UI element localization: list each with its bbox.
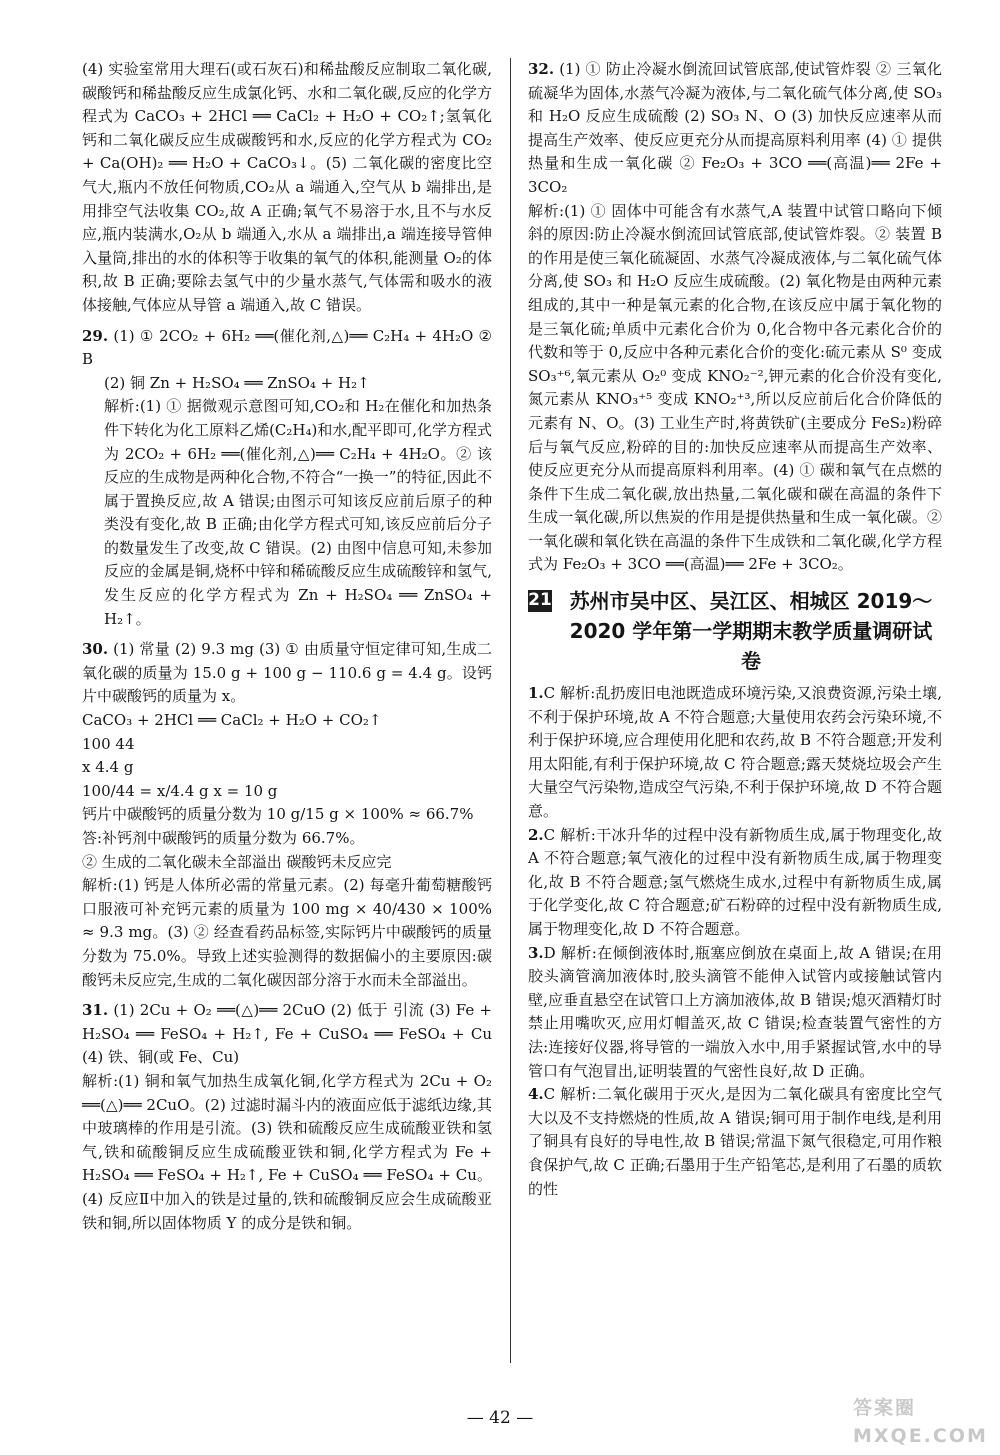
answer-32: 32. (1) ① 防止冷凝水倒流回试管底部,使试管炸裂 ② 三氧化硫凝华为固体,水蒸气冷凝为液体,与二氧化硫气体分离,使 SO₃ 和 H₂O 反应生成硫酸 (2) SO₃ N、O (3) 加快反应速率从而提高生产效率、使反应更充分从而提高原料利用率 (4) ① 提供热量和生成一氧化碳 ② Fe₂O₃ + 3CO ══(高温)══ 2Fe + 3CO₂ (528, 60, 942, 196)
mass-fraction: 钙片中碳酸钙的质量分数为 10 g/15 g × 100% ≈ 66.7% (82, 805, 474, 824)
answer-29-part2: (2) 铜 Zn + H₂SO₄ ══ ZnSO₄ + H₂↑ (104, 373, 370, 392)
answer-32-explanation: 解析:(1) ① 固体中可能含有水蒸气,A 装置中试管口略向下倾斜的原因:防止冷凝水倒流回试管底部,使试管炸裂。② 装置 B 的作用是使三氧化硫凝固、水蒸气冷凝成液体,与二氧化硫气体分离,使 SO₃ 和 H₂O 反应生成硫酸。(2) 氧化物是由两种元素组成的,其中一种是氧元素的化合物,在该反应中属于氧化物的是三氧化硫;单质中元素化合价为 0,化合物中各元素化合价的代数和等于 0,反应中各种元素化合价的变化:硫元素从 S⁰ 变成 SO₃⁺⁶,氧元素从 O₂⁰ 变成 KNO₂⁻²,钾元素的化合价没有变化,氮元素从 KNO₃⁺⁵ 变成 KNO₂⁺³,所以反应前后化合价降低的元素有 N、O。(3) 工业生产时,将黄铁矿(主要成分 FeS₂)粉碎后与氧气反应,粉碎的目的:加快反应速率从而提高生产效率、使反应更充分从而提高原料利用率。(4) ① 碳和氧气在点燃的条件下生成二氧化碳,放出热量,二氧化碳和碳在高温的条件下生成一氧化碳,所以焦炭的作用是提供热量和生成一氧化碳。② 一氧化碳和氧化铁在高温的条件下生成铁和二氧化碳,化学方程式为 Fe₂O₃ + 3CO ══(高温)══ 2Fe + 3CO₂。 (528, 201, 942, 574)
answer-4: 4.C 解析:二氧化碳用于灭火,是因为二氧化碳具有密度比空气大以及不支持燃烧的性质,故 A 错误;铜可用于制作电线,是利用了铜具有良好的导电性,故 B 错误;常温下氮气很稳定,可用作粮食保护气,故 C 正确;石墨用于生产铅笔芯,是利用了石墨的质软的性 (528, 1085, 942, 1198)
answer-28-continued: (4) 实验室常用大理石(或石灰石)和稀盐酸反应制取二氧化碳,碳酸钙和稀盐酸反应生成氯化钙、水和二氧化碳,反应的化学方程式为 CaCO₃ + 2HCl ══ CaCl₂ + H₂O + CO₂↑;氢氧化钙和二氧化碳反应生成碳酸钙和水,反应的化学方程式为 CO₂ + Ca(OH)₂ ══ H₂O + CaCO₃↓。(5) 二氧化碳的密度比空气大,瓶内不放任何物质,CO₂从 a 端通入,空气从 b 端排出,是用排空气法收集 CO₂,故 A 正确;氧气不易溶于水,且不与水反应,瓶内装满水,O₂从 b 端通入,水从 a 端排出,a 端连接导管伸入量筒,排出的水的体积等于收集的氧气的体积,能测量 O₂的体积,故 B 正确;要除去氢气中的少量水蒸气,气体需和吸水的液体接触,气体应从导管 a 端通入,故 C 错误。 (82, 60, 492, 314)
answer-30: 30. (1) 常量 (2) 9.3 mg (3) ① 由质量守恒定律可知,生成二氧化碳的质量为 15.0 g + 100 g − 110.6 g = 4.4 g。设钙片中碳酸钙的质量为 x。 (82, 640, 492, 706)
section-number-badge: 21 (528, 590, 552, 611)
watermark-url: MXQE.COM (853, 1425, 988, 1447)
right-column (528, 58, 942, 1201)
page-number: — 42 — (466, 1408, 534, 1428)
answer-3: 3.D 解析:在倾倒液体时,瓶塞应倒放在桌面上,故 A 错误;在用胶头滴管滴加液体时,胶头滴管不能伸入试管内或接触试管内壁,应垂直悬空在试管口上方滴加液体,故 B 错误;熄灭酒精灯时禁止用嘴吹灭,应用灯帽盖灭,故 C 错误;检查装置气密性的方法:连接好仪器,将导管的一端放入水中,用手紧握试管,水中的导管口有气泡冒出,证明装置的气密性良好,故 D 正确。 (528, 943, 942, 1080)
left-column (82, 58, 492, 1235)
ratio-line-2: x 4.4 g (82, 758, 134, 777)
answer-31: 31. (1) 2Cu + O₂ ══(△)══ 2CuO (2) 低于 引流 (3) Fe + H₂SO₄ ══ FeSO₄ + H₂↑, Fe + CuSO₄ ══ FeSO₄ + Cu (4) 铁、铜(或 Fe、Cu) (82, 1001, 492, 1067)
answer-29: 29. (1) ① 2CO₂ + 6H₂ ══(催化剂,△)══ C₂H₄ + 4H₂O ② B (82, 326, 492, 369)
reasons: ② 生成的二氧化碳未全部溢出 碳酸钙未反应完 (82, 852, 392, 871)
answer-31-explanation: 解析:(1) 铜和氧气加热生成氧化铜,化学方程式为 2Cu + O₂ ══(△)══ 2CuO。(2) 过滤时漏斗内的液面应低于滤纸边缘,其中玻璃棒的作用是引流。(3) 铁和硫酸反应生成硫酸亚铁和氢气,铁和硫酸铜反应生成硫酸亚铁和铜,化学方程式为 Fe + H₂SO₄ ══ FeSO₄ + H₂↑, Fe + CuSO₄ ══ FeSO₄ + Cu。(4) 反应Ⅱ中加入的铁是过量的,铁和硫酸铜反应会生成硫酸亚铁和铜,所以固体物质 Y 的成分是铁和铜。 (82, 1071, 492, 1232)
watermark-text: 答案圈 (853, 1397, 917, 1419)
answer-1: 1.C 解析:乱扔废旧电池既造成环境污染,又浪费资源,污染土壤,不利于保护环境,故 A 不符合题意;大量使用农药会污染环境,不利于保护环境,应合理使用化肥和农药,故 B 不符合题意;开发利用太阳能,有利于保护环境,故 C 符合题意;露天焚烧垃圾会产生大量空气污染物,造成空气污染,不利于保护环境,故 D 不符合题意。 (528, 684, 942, 821)
section-header (528, 586, 942, 676)
answer-30-explanation: 解析:(1) 钙是人体所必需的常量元素。(2) 每毫升葡萄糖酸钙口服液可补充钙元素的质量为 100 mg × 40/430 × 100% ≈ 9.3 mg。(3) ② 经查看药品标签,实际钙片中碳酸钙的质量分数为 75.0%。导致上述实验测得的数据偏小的主要原因:碳酸钙未反应完,生成的二氧化碳因部分溶于水而未全部溢出。 (82, 876, 492, 989)
equation-caco3: CaCO₃ + 2HCl ══ CaCl₂ + H₂O + CO₂↑ (82, 711, 382, 730)
ratio-line-1: 100 44 (82, 734, 135, 753)
section-title: 苏州市吴中区、吴江区、相城区 2019～2020 学年第一学期期末教学质量调研试卷 (569, 589, 933, 674)
proportion: 100/44 = x/4.4 g x = 10 g (82, 781, 278, 800)
answer-statement: 答:补钙剂中碳酸钙的质量分数为 66.7%。 (82, 829, 365, 847)
answer-2: 2.C 解析:干冰升华的过程中没有新物质生成,属于物理变化,故 A 不符合题意;氧气液化的过程中没有新物质生成,属于物理变化,故 B 不符合题意;氢气燃烧生成水,过程中有新物质生成,属于化学变化,故 C 符合题意;矿石粉碎的过程中没有新物质生成,属于物理变化,故 D 不符合题意。 (528, 825, 942, 938)
watermark-logo (845, 1390, 995, 1452)
column-divider (510, 58, 511, 1363)
answer-29-explanation: 解析:(1) ① 据微观示意图可知,CO₂和 H₂在催化和加热条件下转化为化工原料乙烯(C₂H₄)和水,配平即可,化学方程式为 2CO₂ + 6H₂ ══(催化剂,△)══ C₂H₄ + 4H₂O。② 该反应的生成物是两种化合物,不符合“一换一”的特征,因此不属于置换反应,故 A 错误;由图示可知该反应前后原子的种类没有变化,故 B 正确;由化学方程式可知,该反应前后分子的数量发生了改变,故 C 错误。(2) 由图中信息可知,未参加反应的金属是铜,烧杯中锌和稀硫酸反应生成硫酸锌和氢气,发生反应的化学方程式为 Zn + H₂SO₄ ══ ZnSO₄ + H₂↑。 (104, 397, 492, 628)
